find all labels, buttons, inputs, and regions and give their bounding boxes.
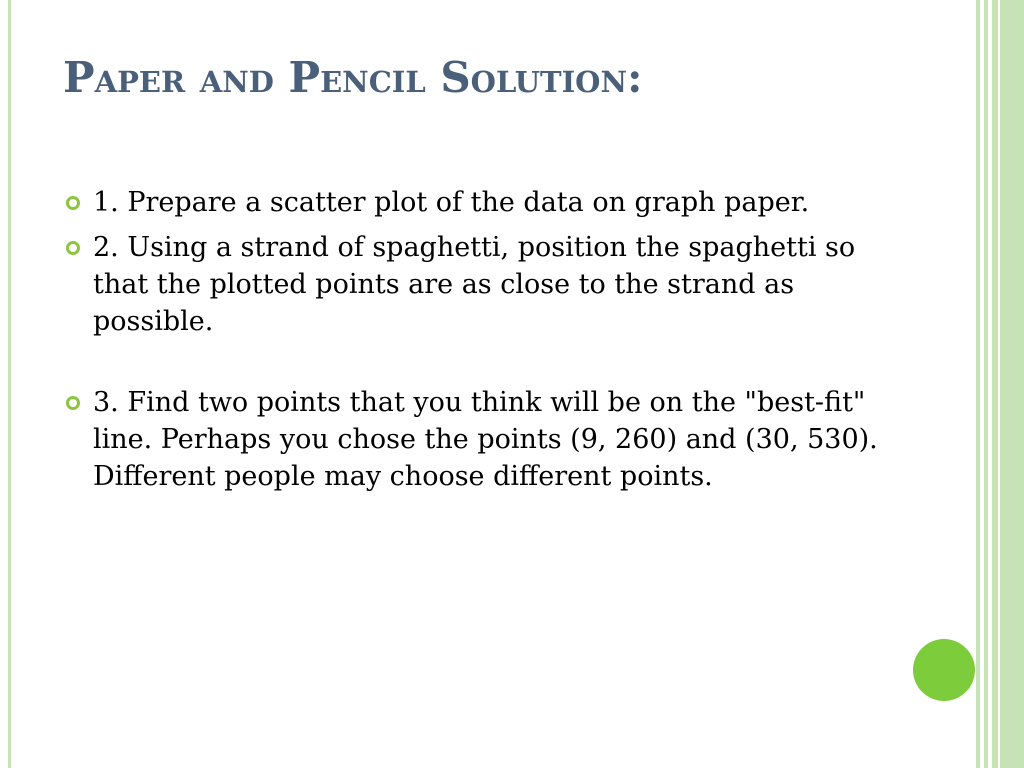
right-stripe-3	[992, 0, 998, 768]
bullet-text-3: 3. Find two points that you think will be on the "best-fit" line. Perhaps you chose the points (9, 260) and (30, 530). Different people may choose different points.	[93, 387, 878, 492]
bullet-item-2	[66, 229, 906, 340]
bullet-item-1	[66, 184, 906, 221]
green-circle-icon	[913, 639, 975, 701]
right-stripe-2	[984, 0, 988, 768]
bullet-text-2: 2. Using a strand of spaghetti, position the spaghetti so that the plotted points are as close to the strand as possible.	[93, 232, 856, 337]
ring-bullet-icon	[66, 196, 80, 210]
ring-bullet-icon	[66, 241, 80, 255]
slide-title: Paper and Pencil Solution:	[63, 53, 643, 102]
bullet-list	[66, 184, 906, 495]
left-border-line	[8, 0, 11, 768]
right-stripe-4	[1000, 0, 1024, 768]
ring-bullet-icon	[66, 396, 80, 410]
bullet-item-3	[66, 384, 906, 495]
bullet-text-1: 1. Prepare a scatter plot of the data on graph paper.	[93, 187, 810, 218]
right-stripe-1	[976, 0, 980, 768]
